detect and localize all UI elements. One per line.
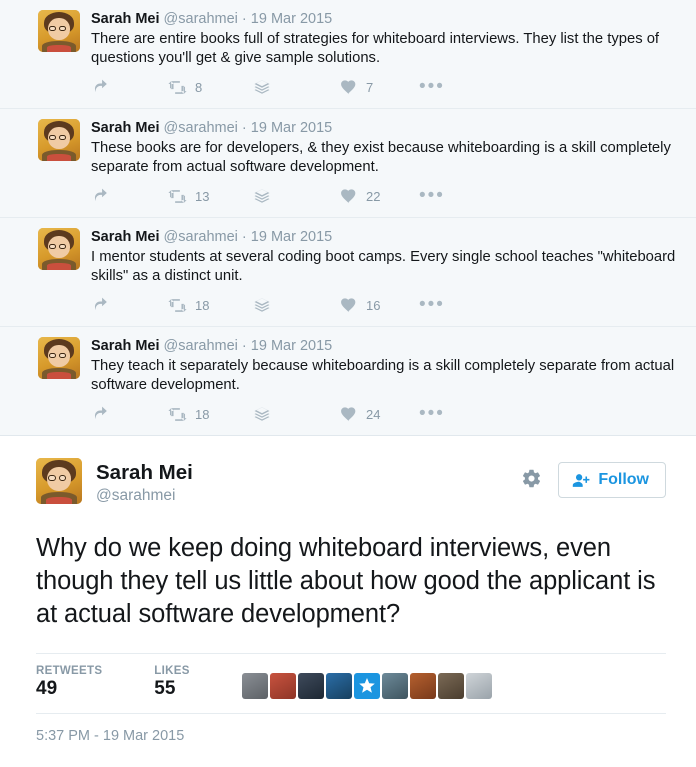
more-icon: ••• (419, 76, 445, 97)
follow-button[interactable] (558, 462, 666, 498)
tweet-author-name[interactable]: Sarah Mei (91, 11, 160, 27)
like-count: 16 (366, 297, 381, 313)
retweet-count: 18 (195, 406, 210, 422)
main-tweet-controls (521, 458, 666, 498)
main-tweet-header (36, 458, 666, 506)
separator-dot: · (241, 338, 247, 354)
share-button[interactable] (253, 292, 339, 318)
reply-button[interactable] (91, 401, 167, 427)
reply-icon (91, 296, 110, 315)
tweet-body (91, 337, 682, 429)
reply-icon (91, 187, 110, 206)
facepile-avatar[interactable] (298, 673, 324, 699)
tweet-author-handle[interactable]: @sarahmei (163, 120, 238, 136)
retweet-icon (167, 187, 188, 206)
like-icon (339, 187, 359, 206)
tweet-timestamp[interactable]: 19 Mar 2015 (250, 120, 333, 136)
follow-button-label: Follow (598, 471, 649, 488)
tweet-timestamp[interactable]: 19 Mar 2015 (250, 11, 333, 27)
main-author-name[interactable]: Sarah Mei (96, 461, 193, 484)
like-button[interactable] (339, 292, 419, 318)
facepile-avatar[interactable] (382, 673, 408, 699)
tweet-actions (91, 290, 682, 320)
retweet-icon (167, 296, 188, 315)
tweet-author-name[interactable]: Sarah Mei (91, 338, 160, 354)
share-button[interactable] (253, 74, 339, 100)
tweet-body (91, 119, 682, 211)
tweet-header (91, 119, 682, 137)
like-button[interactable] (339, 74, 419, 100)
person-plus-icon (572, 472, 591, 489)
more-icon: ••• (419, 294, 445, 315)
tweet-actions (91, 399, 682, 429)
thread-tweet[interactable] (0, 109, 696, 218)
retweet-count: 13 (195, 188, 210, 204)
gear-icon[interactable] (521, 468, 542, 493)
retweet-count: 8 (195, 79, 203, 95)
share-icon (253, 296, 271, 314)
avatar[interactable] (38, 10, 80, 52)
tweet-text: There are entire books full of strategies for whiteboard interviews. They list the types of questions you'll get & give sample solutions. (91, 31, 660, 66)
main-tweet-text: Why do we keep doing whiteboard interviews, even though they tell us little about how good the applicant is at actual software development? (36, 534, 656, 628)
like-icon (339, 405, 359, 424)
main-tweet-timestamp[interactable]: 5:37 PM - 19 Mar 2015 (36, 728, 185, 744)
like-button[interactable] (339, 401, 419, 427)
thread-tweet[interactable] (0, 218, 696, 327)
share-icon (253, 78, 271, 96)
like-count: 22 (366, 188, 381, 204)
thread-tweet[interactable] (0, 0, 696, 109)
facepile (242, 673, 492, 701)
more-icon: ••• (419, 185, 445, 206)
retweet-button[interactable] (167, 74, 253, 100)
retweets-stat[interactable] (36, 665, 102, 701)
more-button[interactable] (419, 292, 459, 318)
tweet-author-name[interactable]: Sarah Mei (91, 120, 160, 136)
likes-label: LIKES (154, 665, 190, 677)
tweet-header (91, 337, 682, 355)
main-author-handle[interactable]: @sarahmei (96, 487, 176, 504)
retweets-label: RETWEETS (36, 665, 103, 677)
more-button[interactable] (419, 401, 459, 427)
like-count: 7 (366, 79, 374, 95)
likes-stat[interactable] (154, 665, 189, 701)
like-icon (339, 78, 359, 97)
share-button[interactable] (253, 401, 339, 427)
main-tweet (0, 436, 696, 714)
tweet-header (91, 228, 682, 246)
retweet-button[interactable] (167, 183, 253, 209)
more-icon: ••• (419, 403, 445, 424)
avatar[interactable] (36, 458, 82, 504)
separator-dot: · (241, 229, 247, 245)
reply-button[interactable] (91, 292, 167, 318)
engagement-stats (36, 653, 666, 714)
tweet-author-name[interactable]: Sarah Mei (91, 229, 160, 245)
reply-button[interactable] (91, 74, 167, 100)
retweet-icon (167, 78, 188, 97)
facepile-avatar[interactable] (242, 673, 268, 699)
thread-tweet[interactable] (0, 327, 696, 435)
tweet-timestamp[interactable]: 19 Mar 2015 (250, 338, 333, 354)
tweet-actions (91, 181, 682, 211)
author-block (96, 458, 521, 506)
tweet-body (91, 10, 682, 102)
retweet-button[interactable] (167, 292, 253, 318)
reply-button[interactable] (91, 183, 167, 209)
share-button[interactable] (253, 183, 339, 209)
tweet-header (91, 10, 682, 28)
retweet-button[interactable] (167, 401, 253, 427)
like-button[interactable] (339, 183, 419, 209)
likes-value: 55 (154, 678, 176, 699)
tweet-text: They teach it separately because whiteboarding is a skill completely separate from actual software development. (91, 358, 675, 393)
facepile-avatar[interactable] (270, 673, 296, 699)
like-count: 24 (366, 406, 381, 422)
tweet-text: I mentor students at several coding boot camps. Every single school teaches "whiteboard skills" as a distinct unit. (91, 249, 676, 284)
avatar[interactable] (38, 228, 80, 270)
tweet-author-handle[interactable]: @sarahmei (163, 11, 238, 27)
tweet-actions (91, 72, 682, 102)
more-button[interactable] (419, 74, 459, 100)
reply-icon (91, 78, 110, 97)
tweet-timestamp[interactable]: 19 Mar 2015 (250, 229, 333, 245)
tweet-text: These books are for developers, & they exist because whiteboarding is a skill completely separate from actual software development. (91, 140, 671, 175)
facepile-avatar[interactable] (326, 673, 352, 699)
facepile-avatar[interactable] (410, 673, 436, 699)
facepile-avatar[interactable] (466, 673, 492, 699)
avatar[interactable] (38, 337, 80, 379)
retweets-value: 49 (36, 678, 58, 699)
reply-icon (91, 405, 110, 424)
separator-dot: · (241, 120, 247, 136)
facepile-avatar[interactable] (438, 673, 464, 699)
share-icon (253, 187, 271, 205)
tweet-author-handle[interactable]: @sarahmei (163, 338, 238, 354)
tweet-author-handle[interactable]: @sarahmei (163, 229, 238, 245)
tweet-body (91, 228, 682, 320)
facepile-avatar[interactable] (354, 673, 380, 699)
separator-dot: · (241, 11, 247, 27)
retweet-count: 18 (195, 297, 210, 313)
like-icon (339, 296, 359, 315)
more-button[interactable] (419, 183, 459, 209)
retweet-icon (167, 405, 188, 424)
share-icon (253, 405, 271, 423)
avatar[interactable] (38, 119, 80, 161)
